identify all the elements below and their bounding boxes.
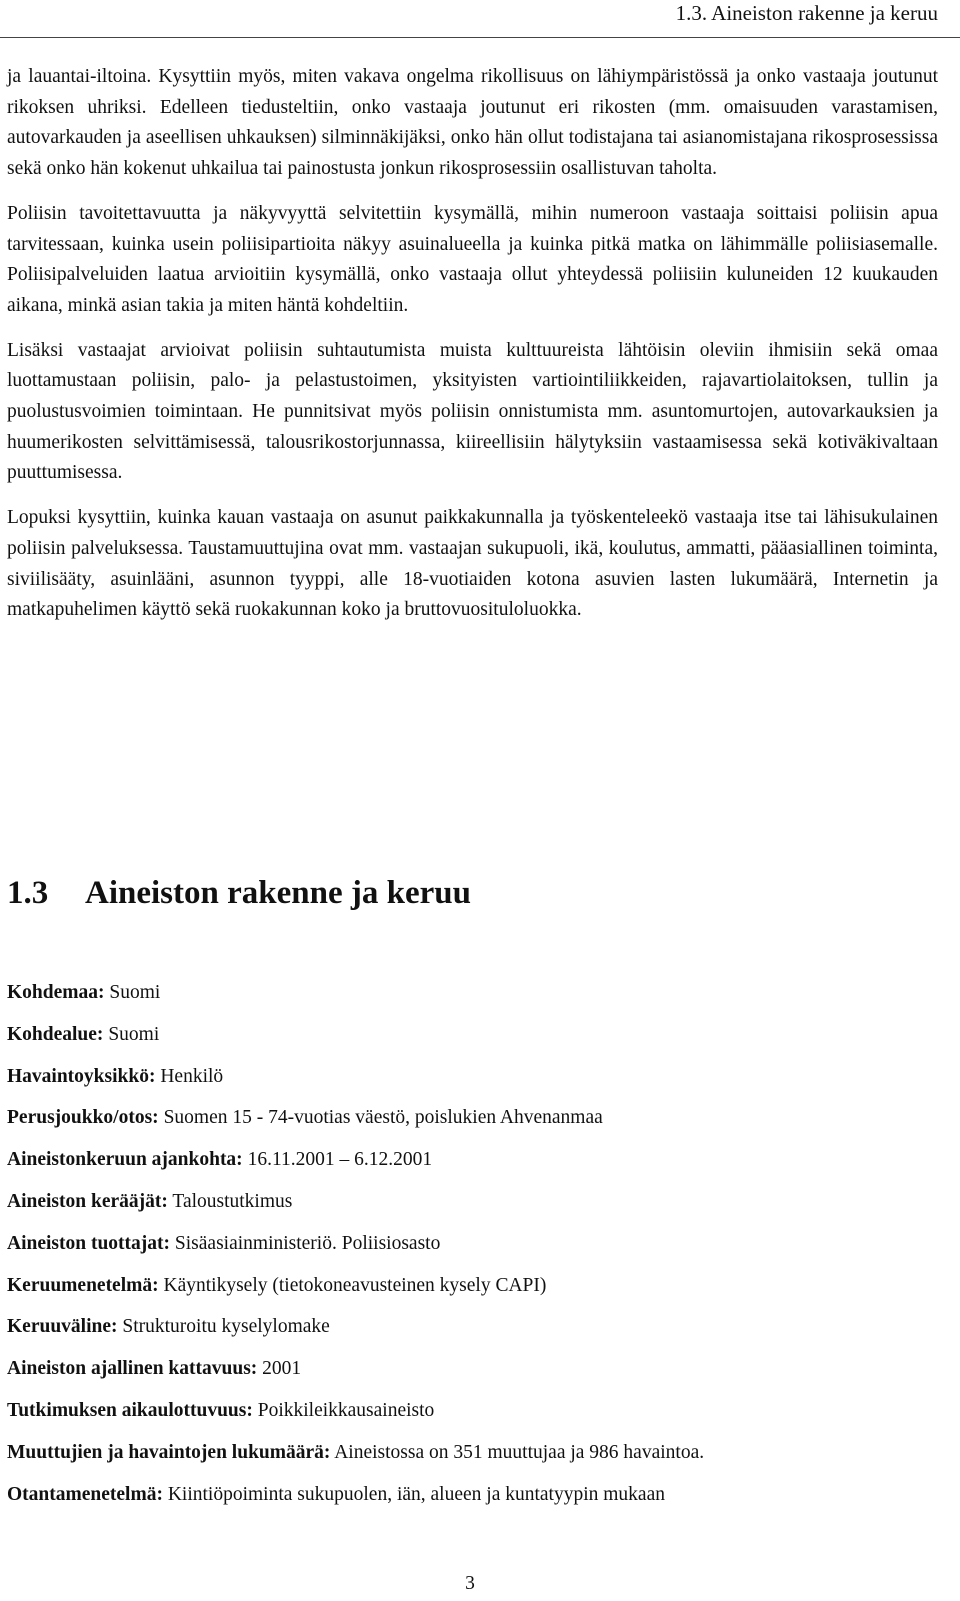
meta-collection-period bbox=[7, 1145, 938, 1187]
meta-value: Käyntikysely (tietokoneavusteinen kysely CAPI) bbox=[163, 1274, 547, 1296]
paragraph-police-attitudes: Lisäksi vastaajat arvioivat poliisin suhtautumista muista kulttuureista lähtöisin oleviin ihmisiin sekä omaa luottamustaan poliisin, palo- ja pelastustoimen, yksityisten vartiointiliikkeiden, rajavartiolaitoksen, tullin ja puolustusvoimien toimintaan. He punnitsivat myös poliisin onnistumista mm. asuntomurtojen, autovarkauksien ja huumerikosten selvittämisessä, talousrikostorjunnassa, kiireellisiin hälytyksiin vastaamisessa sekä kotiväkivaltaan puuttumisessa. bbox=[7, 339, 938, 484]
page-number: 3 bbox=[465, 1573, 475, 1594]
meta-value: Suomen 15 - 74-vuotias väestö, poislukien Ahvenanmaa bbox=[163, 1107, 603, 1129]
dataset-metadata-list bbox=[7, 978, 938, 1521]
meta-time-dimension bbox=[7, 1396, 938, 1438]
meta-value: 16.11.2001 – 6.12.2001 bbox=[247, 1149, 433, 1171]
meta-label: Keruuväline: bbox=[7, 1316, 118, 1338]
meta-target-country bbox=[7, 978, 938, 1020]
meta-observation-unit bbox=[7, 1062, 938, 1104]
meta-value: Taloustutkimus bbox=[172, 1190, 293, 1212]
meta-value: Strukturoitu kyselylomake bbox=[122, 1316, 330, 1338]
meta-population-sample bbox=[7, 1103, 938, 1145]
paragraph-crime-questions: ja lauantai-iltoina. Kysyttiin myös, miten vakava ongelma rikollisuus on lähiympäristössä ja onko vastaaja joutunut rikoksen uhriksi. Edelleen tiedusteltiin, onko vastaaja joutunut eri rikosten (mm. omaisuuden varastamisen, autovarkauden ja aseellisen uhkauksen) silminnäkijäksi, onko hän ollut todistajana tai asianomistajana rikosprosessissa sekä onko hän kokenut uhkailua tai painostusta jonkun rikosprosessiin osallistuvan taholta. bbox=[7, 66, 938, 180]
meta-label: Aineiston ajallinen kattavuus: bbox=[7, 1358, 258, 1380]
meta-value: Poikkileikkausaineisto bbox=[257, 1399, 435, 1421]
meta-data-collectors bbox=[7, 1187, 938, 1229]
meta-temporal-coverage bbox=[7, 1354, 938, 1396]
meta-label: Kohdealue: bbox=[7, 1023, 104, 1045]
paragraph-background-variables: Lopuksi kysyttiin, kuinka kauan vastaaja on asunut paikkakunnalla ja työskenteleekö vastaaja itse tai lähisukulainen poliisin palveluksessa. Taustamuuttujina ovat mm. vastaajan sukupuoli, ikä, koulutus, ammatti, pääasiallinen toiminta, siviilisääty, asuinlääni, asunnon tyyppi, alle 18-vuotiaiden kotona asuvien lasten lukumäärä, Internetin ja matkapuhelimen käyttö sekä ruokakunnan koko ja bruttovuosituloluokka. bbox=[7, 507, 938, 621]
section-title: Aineiston rakenne ja keruu bbox=[85, 875, 471, 911]
meta-value: Henkilö bbox=[160, 1065, 224, 1087]
section-number: 1.3 bbox=[7, 875, 49, 911]
header-rule bbox=[0, 37, 960, 38]
meta-label: Keruumenetelmä: bbox=[7, 1274, 159, 1296]
meta-value: 2001 bbox=[262, 1358, 302, 1380]
meta-target-area bbox=[7, 1020, 938, 1062]
running-header: 1.3. Aineiston rakenne ja keruu bbox=[675, 1, 938, 25]
meta-sampling-method bbox=[7, 1480, 938, 1522]
meta-value: Suomi bbox=[108, 1023, 160, 1045]
meta-value: Suomi bbox=[109, 982, 161, 1003]
meta-label: Aineiston kerääjät: bbox=[7, 1190, 168, 1212]
body-text bbox=[7, 62, 938, 640]
paragraph-police-visibility: Poliisin tavoitettavuutta ja näkyvyyttä selvitettiin kysymällä, mihin numeroon vastaaja soittaisi poliisin apua tarvitessaan, kuinka usein poliisipartioita näkyy asuinalueella ja kuinka pitkä matka on lähimmälle poliisiasemalle. Poliisipalveluiden laatua arvioitiin kysymällä, onko vastaaja ollut yhteydessä poliisiin kuluneiden 12 kuukauden aikana, minkä asian takia ja miten häntä kohdeltiin. bbox=[7, 202, 938, 316]
meta-data-producers bbox=[7, 1229, 938, 1271]
meta-label: Otantamenetelmä: bbox=[7, 1483, 163, 1505]
meta-label: Havaintoyksikkö: bbox=[7, 1065, 156, 1087]
meta-collection-instrument bbox=[7, 1312, 938, 1354]
section-heading bbox=[7, 870, 471, 916]
meta-value: Kiintiöpoiminta sukupuolen, iän, alueen ja kuntatyypin mukaan bbox=[167, 1483, 665, 1505]
meta-collection-method bbox=[7, 1271, 938, 1313]
meta-label: Perusjoukko/otos: bbox=[7, 1107, 159, 1129]
meta-value: Sisäasiainministeriö. Poliisiosasto bbox=[174, 1232, 441, 1254]
meta-variable-count bbox=[7, 1438, 938, 1480]
meta-label: Aineistonkeruun ajankohta: bbox=[7, 1149, 243, 1171]
meta-value: Aineistossa on 351 muuttujaa ja 986 havaintoa. bbox=[334, 1441, 705, 1463]
meta-label: Aineiston tuottajat: bbox=[7, 1232, 171, 1254]
meta-label: Kohdemaa: bbox=[7, 982, 105, 1003]
meta-label: Muuttujien ja havaintojen lukumäärä: bbox=[7, 1441, 331, 1463]
meta-label: Tutkimuksen aikaulottuvuus: bbox=[7, 1399, 253, 1421]
